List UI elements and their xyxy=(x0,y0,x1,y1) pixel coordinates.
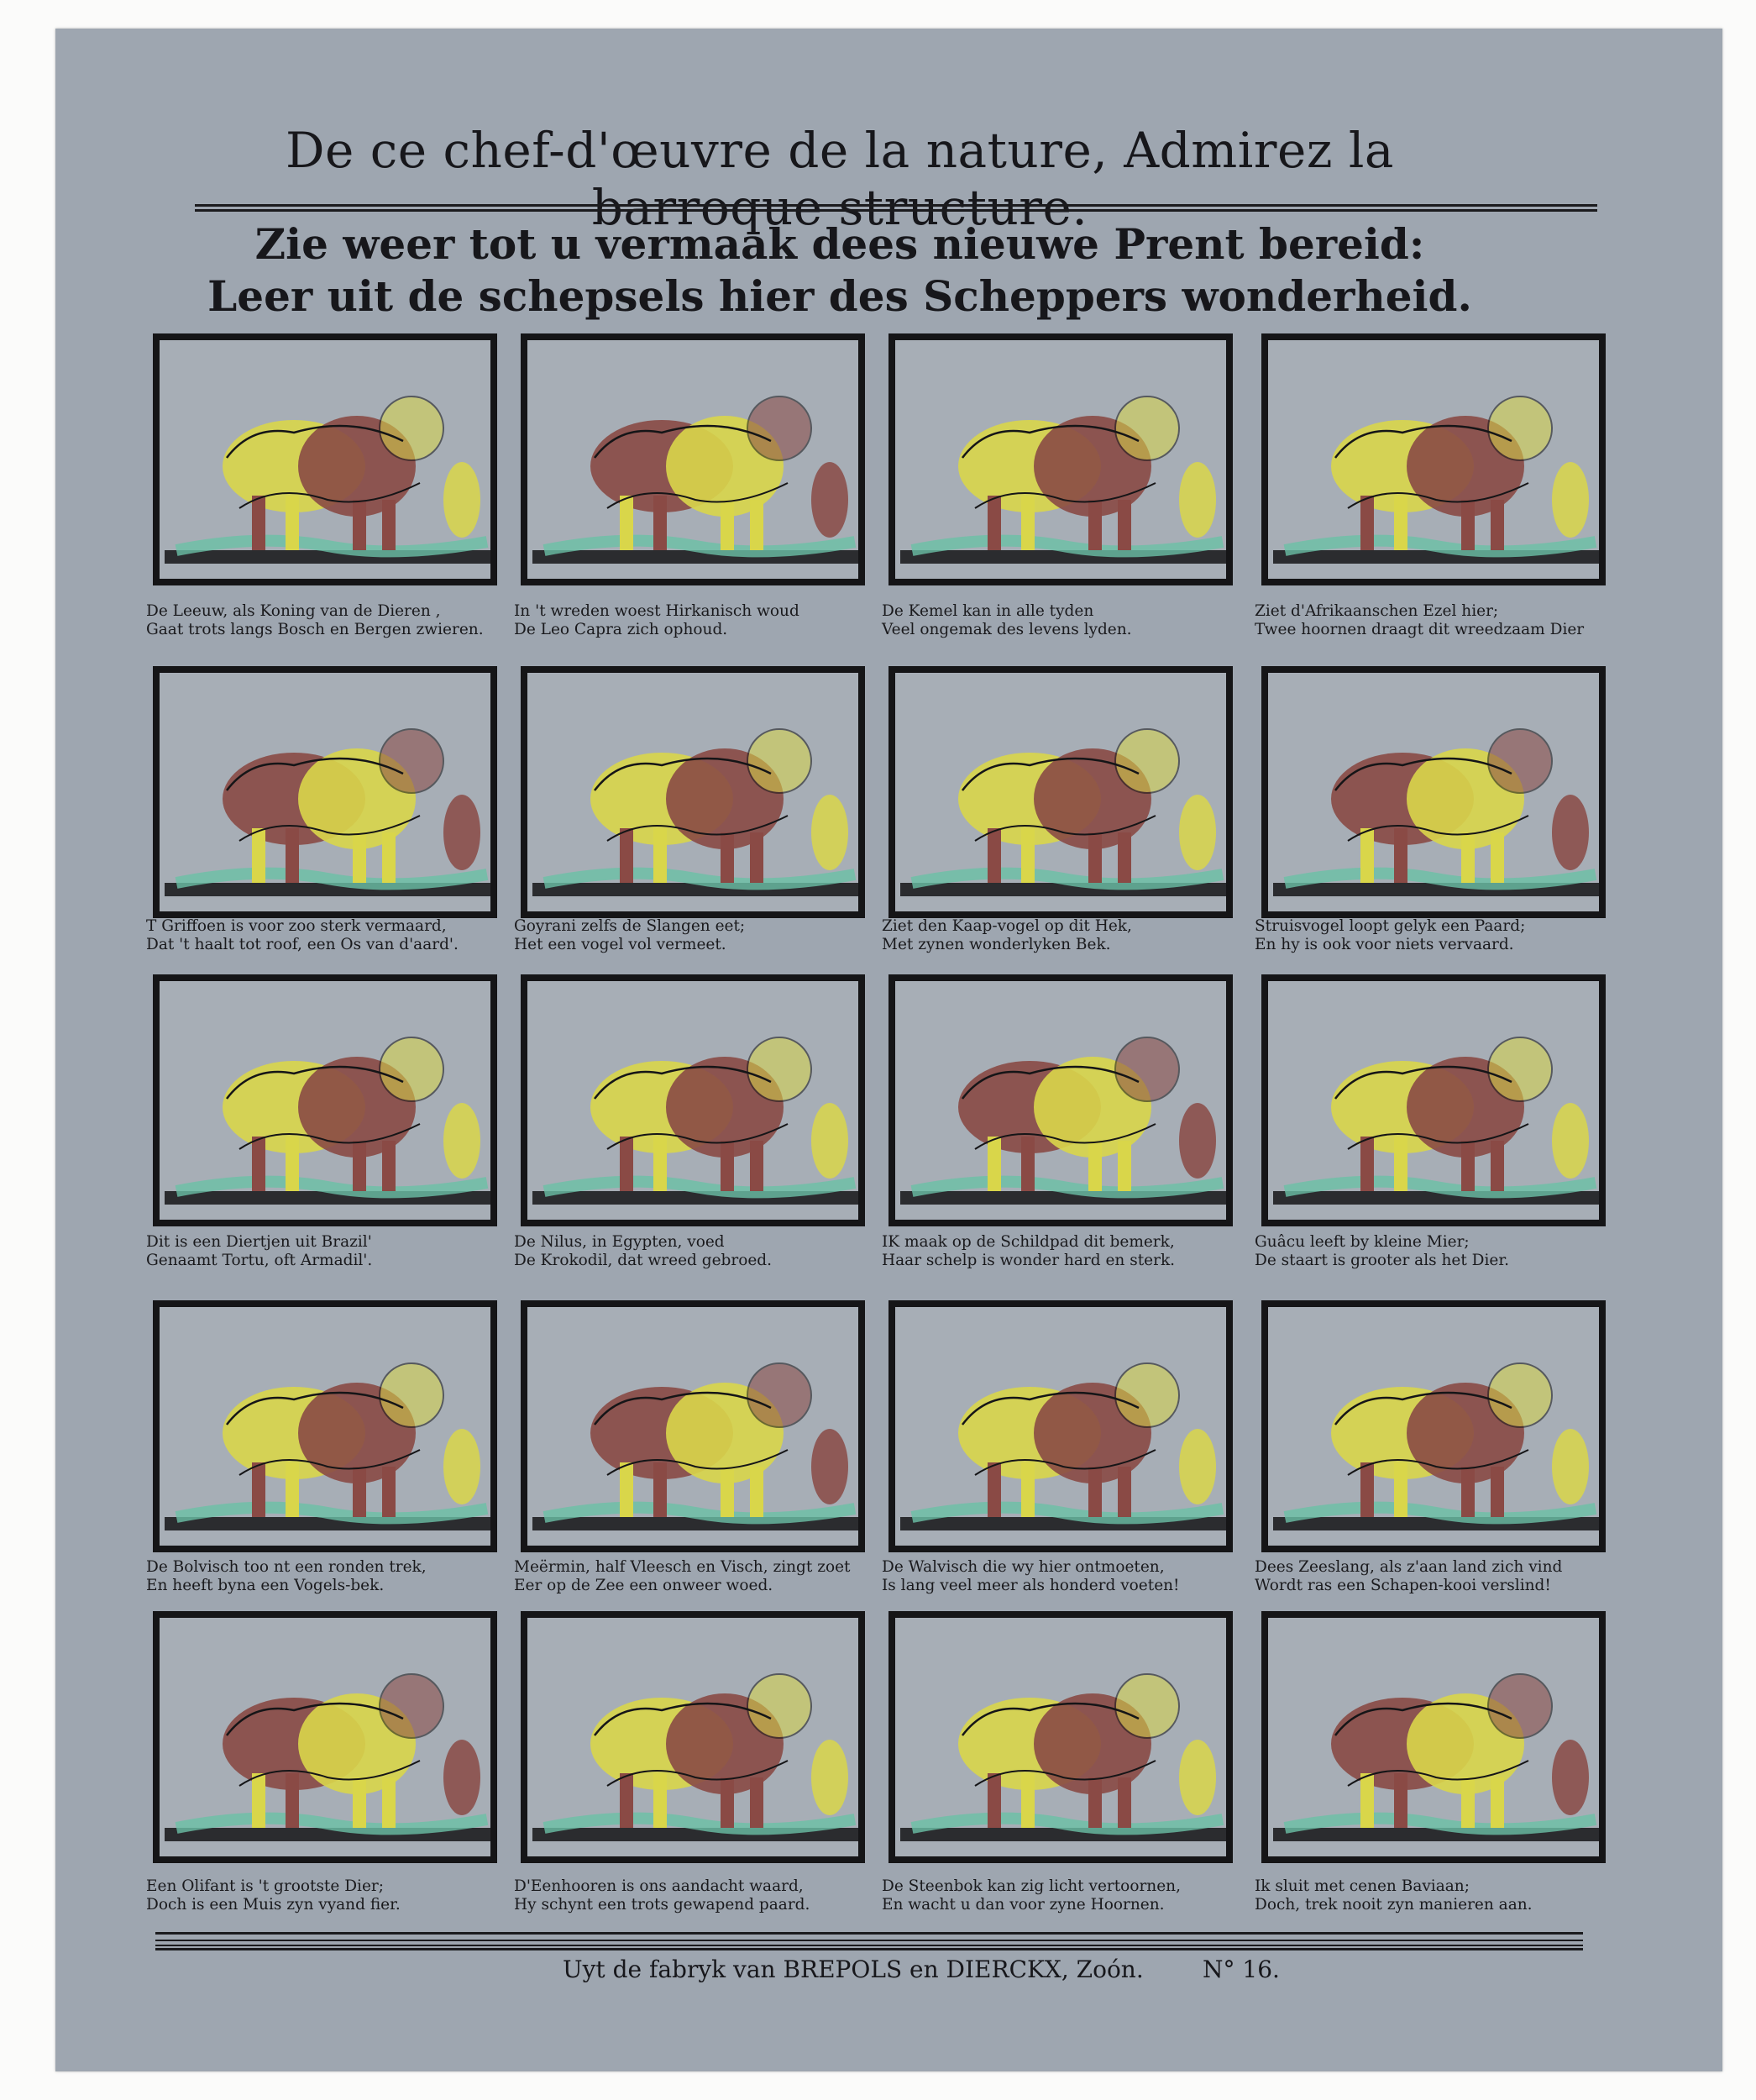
caption-schildpad xyxy=(882,1233,1251,1270)
caption-line-1: Ziet den Kaap-vogel op dit Hek, xyxy=(882,917,1132,935)
caption-line-1: De Nilus, in Egypten, voed xyxy=(514,1233,725,1251)
caption-line-1: D'Eenhooren is ons aandacht waard, xyxy=(514,1877,804,1895)
caption-struisvogel xyxy=(1255,917,1624,954)
woodcut-armadil xyxy=(153,974,497,1226)
woodcut-eenhoorn xyxy=(521,1611,865,1863)
woodcut-baviaan xyxy=(1261,1611,1606,1863)
caption-line-1: Struisvogel loopt gelyk een Paard; xyxy=(1255,917,1526,935)
caption-line-1: In 't wreden woest Hirkanisch woud xyxy=(514,602,799,620)
caption-line-2: En hy is ook voor niets vervaard. xyxy=(1255,936,1514,953)
caption-line-1: De Kemel kan in alle tyden xyxy=(882,602,1094,620)
caption-line-2: Eer op de Zee een onweer woed. xyxy=(514,1577,773,1594)
caption-line-1: De Bolvisch too nt een ronden trek, xyxy=(146,1558,427,1576)
caption-zeeslang xyxy=(1255,1558,1624,1595)
caption-line-1: De Walvisch die wy hier ontmoeten, xyxy=(882,1558,1165,1576)
schildpad-illustration xyxy=(895,981,1226,1220)
meermin-illustration xyxy=(527,1307,858,1546)
afrikaanse-ezel-illustration xyxy=(1268,340,1599,579)
imprint: Uyt de fabryk van BREPOLS en DIERCKX, Zoón. xyxy=(563,1956,1144,1983)
title-dutch xyxy=(168,218,1512,323)
bolvisch-illustration xyxy=(160,1307,490,1546)
woodcut-kemel xyxy=(888,333,1233,585)
woodcut-leo-capra xyxy=(521,333,865,585)
woodcut-afrikaanse-ezel xyxy=(1261,333,1606,585)
caption-line-2: Twee hoornen draagt dit wreedzaam Dier xyxy=(1255,621,1585,638)
caption-kaap-vogel xyxy=(882,917,1251,954)
caption-armadil xyxy=(146,1233,516,1270)
caption-line-2: En wacht u dan voor zyne Hoornen. xyxy=(882,1896,1165,1914)
print-number: N° 16. xyxy=(1203,1956,1280,1983)
caption-line-1: Ik sluit met cenen Baviaan; xyxy=(1255,1877,1470,1895)
caption-goyrani xyxy=(514,917,883,954)
struisvogel-illustration xyxy=(1268,673,1599,911)
caption-line-2: En heeft byna een Vogels-bek. xyxy=(146,1577,385,1594)
footer-rule xyxy=(155,1932,1583,1950)
caption-line-2: Genaamt Tortu, oft Armadil'. xyxy=(146,1252,373,1269)
caption-olifant xyxy=(146,1877,516,1914)
woodcut-meermin xyxy=(521,1300,865,1552)
kemel-illustration xyxy=(895,340,1226,579)
woodcut-bolvisch xyxy=(153,1300,497,1552)
caption-line-1: T Griffoen is voor zoo sterk vermaard, xyxy=(146,917,447,935)
caption-afrikaanse-ezel xyxy=(1255,602,1624,639)
woodcut-walvisch xyxy=(888,1300,1233,1552)
caption-line-2: Hy schynt een trots gewapend paard. xyxy=(514,1896,810,1914)
woodcut-krokodil xyxy=(521,974,865,1226)
caption-line-2: Met zynen wonderlyken Bek. xyxy=(882,936,1111,953)
caption-guacu xyxy=(1255,1233,1624,1270)
goyrani-illustration xyxy=(527,673,858,911)
woodcut-struisvogel xyxy=(1261,666,1606,918)
caption-line-2: Dat 't haalt tot roof, een Os van d'aard'. xyxy=(146,936,459,953)
caption-line-1: De Leeuw, als Koning van de Dieren , xyxy=(146,602,441,620)
caption-line-2: Doch is een Muis zyn vyand fier. xyxy=(146,1896,401,1914)
woodcut-griffoen xyxy=(153,666,497,918)
woodcut-zeeslang xyxy=(1261,1300,1606,1552)
guacu-illustration xyxy=(1268,981,1599,1220)
title-rule xyxy=(195,204,1597,212)
caption-line-1: Meërmin, half Vleesch en Visch, zingt zoet xyxy=(514,1558,851,1576)
caption-line-1: De Steenbok kan zig licht vertoornen, xyxy=(882,1877,1181,1895)
caption-line-2: De staart is grooter als het Dier. xyxy=(1255,1252,1510,1269)
caption-eenhoorn xyxy=(514,1877,883,1914)
caption-krokodil xyxy=(514,1233,883,1270)
caption-line-2: Is lang veel meer als honderd voeten! xyxy=(882,1577,1180,1594)
woodcut-guacu xyxy=(1261,974,1606,1226)
caption-line-2: Doch, trek nooit zyn manieren aan. xyxy=(1255,1896,1533,1914)
caption-line-1: Guâcu leeft by kleine Mier; xyxy=(1255,1233,1470,1251)
caption-kemel xyxy=(882,602,1251,639)
caption-line-2: Veel ongemak des levens lyden. xyxy=(882,621,1132,638)
caption-steenbok xyxy=(882,1877,1251,1914)
caption-line-1: Ziet d'Afrikaanschen Ezel hier; xyxy=(1255,602,1499,620)
leeuw-illustration xyxy=(160,340,490,579)
title-french: De ce chef-d'œuvre de la nature, Admirez la barroque structure. xyxy=(286,122,1394,236)
caption-line-1: Dees Zeeslang, als z'aan land zich vind xyxy=(1255,1558,1563,1576)
caption-griffoen xyxy=(146,917,516,954)
caption-baviaan xyxy=(1255,1877,1624,1914)
caption-line-2: Gaat trots langs Bosch en Bergen zwieren. xyxy=(146,621,484,638)
title-dutch-line-2: Leer uit de schepsels hier des Scheppers wonderheid. xyxy=(207,271,1472,321)
baviaan-illustration xyxy=(1268,1618,1599,1856)
caption-line-2: De Krokodil, dat wreed gebroed. xyxy=(514,1252,773,1269)
caption-line-1: IK maak op de Schildpad dit bemerk, xyxy=(882,1233,1175,1251)
woodcut-steenbok xyxy=(888,1611,1233,1863)
caption-line-2: Het een vogel vol vermeet. xyxy=(514,936,726,953)
woodcut-schildpad xyxy=(888,974,1233,1226)
caption-line-2: Haar schelp is wonder hard en sterk. xyxy=(882,1252,1176,1269)
eenhoorn-illustration xyxy=(527,1618,858,1856)
caption-line-2: Wordt ras een Schapen-kooi verslind! xyxy=(1255,1577,1551,1594)
caption-leeuw xyxy=(146,602,516,639)
caption-meermin xyxy=(514,1558,883,1595)
caption-line-1: Een Olifant is 't grootste Dier; xyxy=(146,1877,384,1895)
walvisch-illustration xyxy=(895,1307,1226,1546)
caption-line-1: Dit is een Diertjen uit Brazil' xyxy=(146,1233,372,1251)
armadil-illustration xyxy=(160,981,490,1220)
zeeslang-illustration xyxy=(1268,1307,1599,1546)
caption-line-1: Goyrani zelfs de Slangen eet; xyxy=(514,917,746,935)
woodcut-goyrani xyxy=(521,666,865,918)
caption-walvisch xyxy=(882,1558,1251,1595)
steenbok-illustration xyxy=(895,1618,1226,1856)
caption-bolvisch xyxy=(146,1558,516,1595)
title-dutch-line-1: Zie weer tot u vermaak dees nieuwe Prent bereid: xyxy=(254,219,1425,269)
woodcut-kaap-vogel xyxy=(888,666,1233,918)
woodcut-leeuw xyxy=(153,333,497,585)
krokodil-illustration xyxy=(527,981,858,1220)
griffoen-illustration xyxy=(160,673,490,911)
leo-capra-illustration xyxy=(527,340,858,579)
caption-line-2: De Leo Capra zich ophoud. xyxy=(514,621,728,638)
kaap-vogel-illustration xyxy=(895,673,1226,911)
woodcut-olifant xyxy=(153,1611,497,1863)
caption-leo-capra xyxy=(514,602,883,639)
olifant-illustration xyxy=(160,1618,490,1856)
